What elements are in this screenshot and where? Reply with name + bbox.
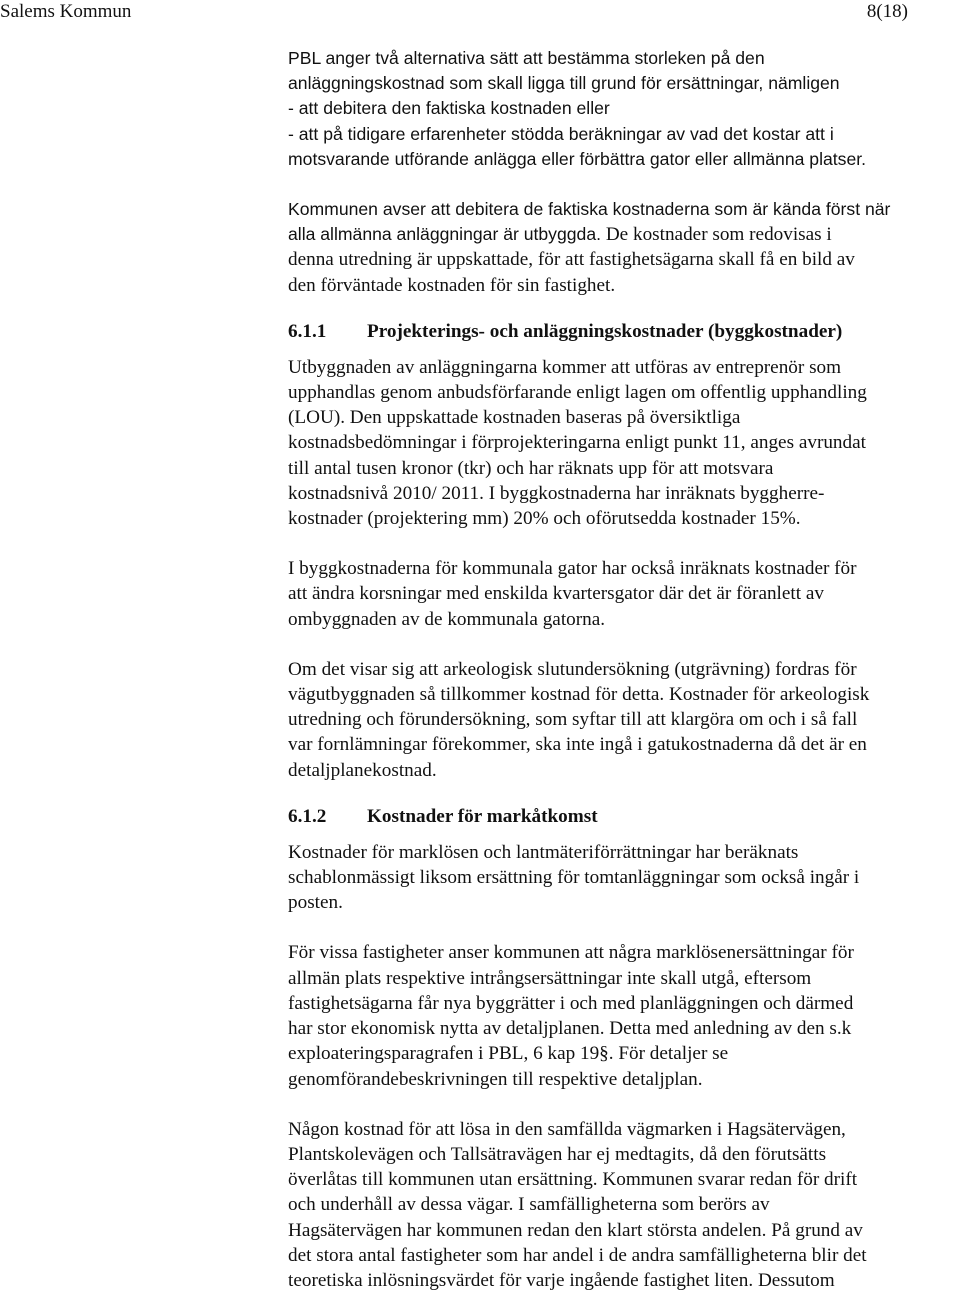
- text-line: har stor ekonomisk nytta av detaljplanen. Detta med anledning av den s.k: [288, 1018, 852, 1040]
- text-line: denna utredning är uppskattade, för att fastighetsägarna skall få en bild av: [288, 249, 855, 271]
- text-line: motsvarande utförande anlägga eller förbättra gator eller allmänna platser.: [288, 148, 867, 169]
- text-line: upphandlas genom anbudsförfarande enligt lagen om offentlig upphandling: [288, 382, 867, 404]
- text-line: - att på tidigare erfarenheter stödda beräkningar av vad det kostar att i: [288, 123, 834, 144]
- paragraph-kommunen-avser: [288, 197, 960, 298]
- section-number: 6.1.2: [288, 805, 327, 827]
- paragraph-samfallda-vagmarken: [288, 1117, 960, 1293]
- text-line: vägutbyggnaden så tillkommer kostnad för detta. Kostnader för arkeologisk: [288, 684, 870, 706]
- paragraph-utbyggnaden: [288, 355, 960, 531]
- text-line: Plantskolevägen och Tallsätravägen har ej medtagits, då den förutsätts: [288, 1143, 827, 1165]
- text-line: kostnader (projektering mm) 20% och oförutsedda kostnader 15%.: [288, 508, 801, 530]
- text-line: posten.: [288, 892, 343, 914]
- text-line: schablonmässigt liksom ersättning för tomtanläggningar som också ingår i: [288, 867, 860, 889]
- text-line: Kostnader för marklösen och lantmäteriförrättningar har beräknats: [288, 841, 799, 863]
- text-line: Någon kostnad för att lösa in den samfällda vägmarken i Hagsätervägen,: [288, 1118, 846, 1140]
- text-line: PBL anger två alternativa sätt att bestämma storleken på den: [288, 48, 765, 68]
- text-line: (LOU). Den uppskattade kostnaden baseras på översiktliga: [288, 407, 741, 429]
- text-line: att ändra korsningar med enskilda kvartersgator där det är föranlett av: [288, 583, 824, 605]
- paragraph-kommunala-gator: [288, 556, 960, 632]
- text-line: överlåtas till kommunen utan ersättning. Kommunen svarar redan för drift: [288, 1169, 858, 1191]
- document-body: [288, 46, 960, 1293]
- text-line: Hagsätervägen har kommunen redan den klart största andelen. På grund av: [288, 1219, 863, 1241]
- text-line: den förväntade kostnaden för sin fastighet.: [288, 274, 616, 296]
- text-line: teoretiska inlösningsvärdet för varje ingående fastighet liten. Dessutom: [288, 1269, 835, 1291]
- paragraph-pbl-alternatives: [288, 46, 960, 172]
- text-line: ombyggnaden av de kommunala gatorna.: [288, 608, 606, 630]
- paragraph-vissa-fastigheter: [288, 940, 960, 1091]
- text-line: kostnadsbedömningar i förprojekteringarna enligt punkt 11, anges avrundat: [288, 432, 866, 454]
- text-segment: De kostnader som redovisas i: [601, 224, 832, 246]
- text-line: till antal tusen kronor (tkr) och har räknats upp för att motsvara: [288, 457, 774, 479]
- text-line: det stora antal fastigheter som har andel i de andra samfälligheterna blir det: [288, 1244, 867, 1266]
- section-title: Projekterings- och anläggningskostnader (byggkostnader): [367, 320, 843, 342]
- text-line: detaljplanekostnad.: [288, 759, 437, 781]
- text-line: allmän plats respektive intrångsersättningar inte skall utgå, eftersom: [288, 967, 812, 989]
- section-number: 6.1.1: [288, 320, 327, 342]
- text-line: För vissa fastigheter anser kommunen att några marklösenersättningar för: [288, 942, 854, 964]
- text-line: Kommunen avser att debitera de faktiska kostnaderna som är kända först när: [288, 199, 891, 220]
- text-line: anläggningskostnad som skall ligga till grund för ersättningar, nämligen: [288, 73, 840, 94]
- text-line: - att debitera den faktiska kostnaden eller: [288, 98, 610, 119]
- text-segment: alla allmänna anläggningar är utbyggda.: [288, 224, 602, 245]
- text-line: Om det visar sig att arkeologisk slutundersökning (utgrävning) fordras för: [288, 658, 857, 680]
- paragraph-marklosen: [288, 840, 960, 916]
- section-heading-6-1-1: [288, 319, 960, 344]
- text-line: I byggkostnaderna för kommunala gator har också inräknats kostnader för: [288, 558, 857, 580]
- document-owner: Salems Kommun: [0, 1, 132, 22]
- text-line: [288, 222, 960, 247]
- text-line: kostnadsnivå 2010/ 2011. I byggkostnaderna har inräknats byggherre-: [288, 482, 825, 504]
- text-line: och underhåll av dessa vägar. I samfälligheterna som berörs av: [288, 1194, 770, 1216]
- section-heading-6-1-2: [288, 804, 960, 829]
- paragraph-arkeologisk: [288, 657, 960, 783]
- text-line: var fornlämningar förekommer, ska inte ingå i gatukostnaderna då det är en: [288, 734, 867, 756]
- text-line: Utbyggnaden av anläggningarna kommer att utföras av entreprenör som: [288, 356, 842, 378]
- text-line: genomförandebeskrivningen till respektive detaljplan.: [288, 1068, 703, 1090]
- page-header: [0, 0, 960, 24]
- text-line: fastighetsägarna får nya byggrätter i och med planläggningen och därmed: [288, 992, 854, 1014]
- section-title: Kostnader för markåtkomst: [367, 805, 598, 827]
- page-number: 8(18): [866, 1, 908, 22]
- text-line: exploateringsparagrafen i PBL, 6 kap 19§. För detaljer se: [288, 1043, 729, 1065]
- text-line: utredning och förundersökning, som syftar till att klargöra om och i så fall: [288, 709, 858, 731]
